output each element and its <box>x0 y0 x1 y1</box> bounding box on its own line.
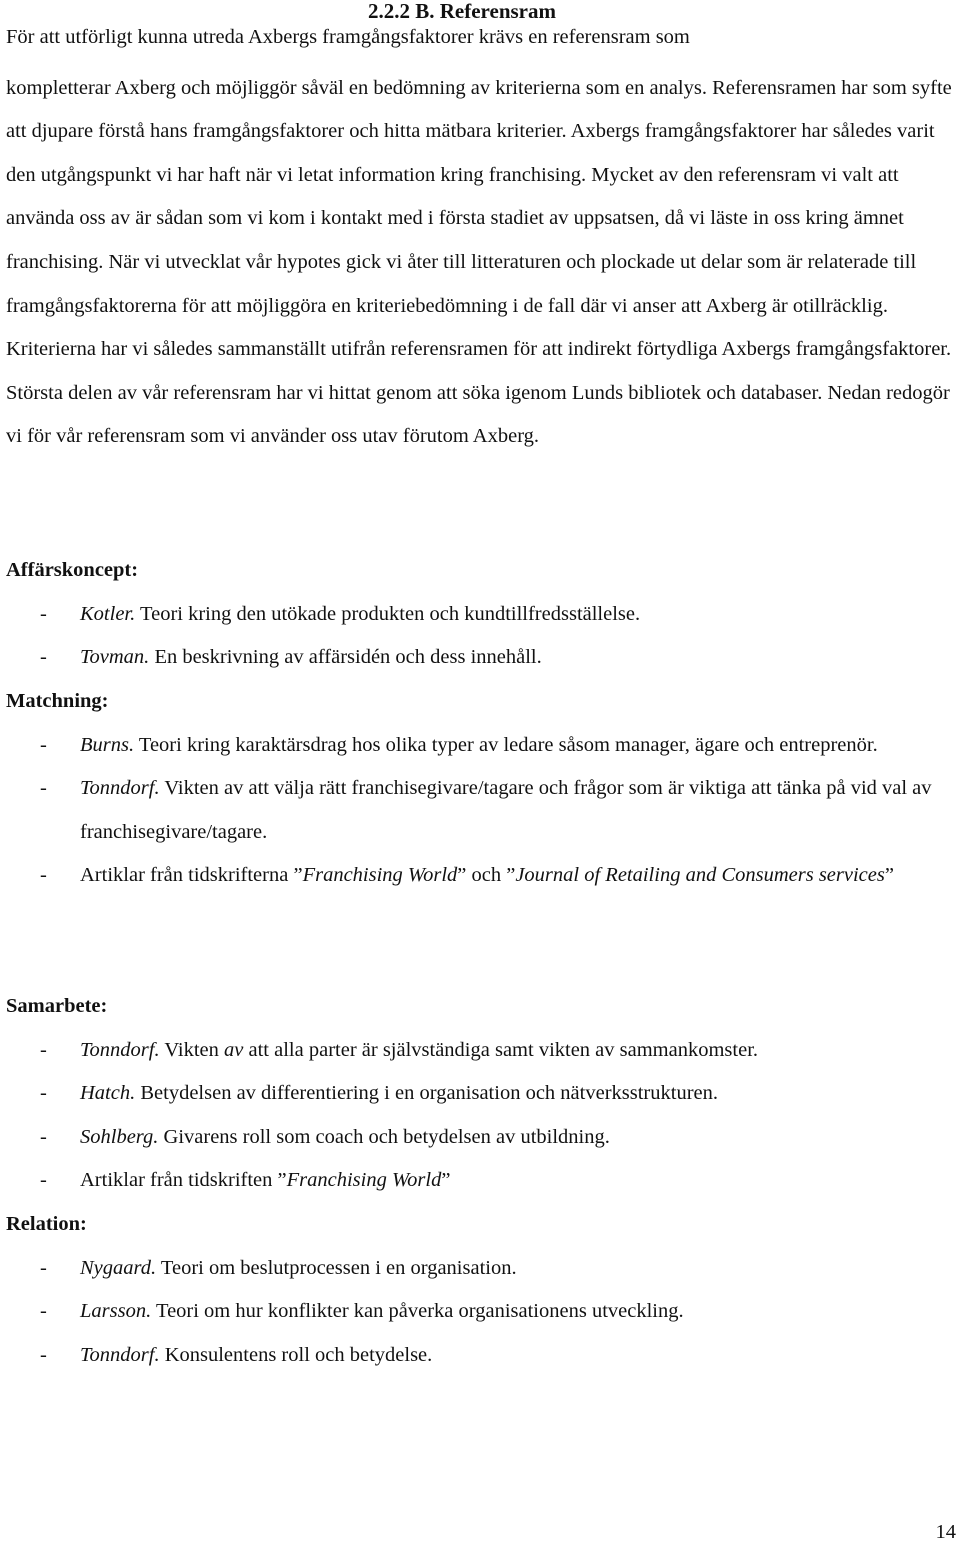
intro-rest: kompletterar Axberg och möjliggör såväl en bedömning av kriterierna som en analys. Referensramen har som syfte att djupare förstå hans framgångsfaktorer och hitta mätbara kriterier. Axbergs framgångsfaktorer har således varit den utgångspunkt vi har haft när vi letat information kring franchising. Mycket av den referensram vi valt att använda oss av är sådan som vi kom i kontakt med i första stadiet av uppsatsen, då vi läste in oss kring ämnet franchising. När vi utvecklat vår hypotes gick vi åter till litteraturen och plockade ut delar som är relaterade till framgångsfaktorerna för att möjliggöra en kriteriebedömning i de fall där vi anser att Axberg är otillräcklig. Kriterierna har vi således sammanställt utifrån referensramen för att indirekt förtydliga Axbergs framgångsfaktorer. Största delen av vår referensram har vi hittat genom att söka igenom Lunds bibliotek och databaser. Nedan redogör vi för vår referensram som vi använder oss utav förutom Axberg. <box>6 76 952 448</box>
list-dash: - <box>40 1256 47 1279</box>
list-dash: - <box>40 864 47 887</box>
list-dash: - <box>40 1125 47 1148</box>
category-heading: Relation: <box>6 1213 87 1235</box>
item-author: Tonndorf. <box>80 1343 160 1366</box>
journal-title: Franchising World <box>302 864 458 887</box>
list-item <box>6 1290 956 1334</box>
journal-title: Franchising World <box>286 1169 442 1192</box>
item-text: Artiklar från tidskrifterna ” <box>80 864 303 887</box>
item-text-italic: av <box>224 1038 244 1061</box>
list-dash: - <box>40 602 47 625</box>
list-item <box>6 1334 956 1378</box>
list-dash: - <box>40 646 47 669</box>
list-item <box>6 1159 956 1203</box>
journal-title: Journal of Retailing and Consumers services <box>515 864 885 887</box>
category-affarskoncept <box>6 549 956 680</box>
item-text: Vikten <box>159 1038 225 1061</box>
item-text: att alla parter är självständiga samt vikten av sammankomster. <box>243 1038 759 1061</box>
item-text: ” <box>441 1169 451 1192</box>
item-author: Tonndorf. <box>80 777 160 800</box>
item-text: Artiklar från tidskriften ” <box>80 1169 287 1192</box>
item-author: Hatch. <box>80 1082 136 1105</box>
category-heading: Matchning: <box>6 690 109 712</box>
item-text: En beskrivning av affärsidén och dess innehåll. <box>149 646 542 669</box>
item-author: Nygaard. <box>80 1256 157 1279</box>
intro-first-line: För att utförligt kunna utreda Axbergs framgångsfaktorer krävs en referensram som <box>6 26 690 48</box>
item-author: Tovman. <box>80 646 150 669</box>
list-item <box>6 593 956 637</box>
category-matchning <box>6 680 956 898</box>
item-text: ” och ” <box>457 864 516 887</box>
item-text: Givarens roll som coach och betydelsen av utbildning. <box>158 1125 610 1148</box>
category-heading: Affärskoncept: <box>6 559 139 581</box>
category-heading: Samarbete: <box>6 995 108 1017</box>
item-author: Burns. <box>80 733 135 756</box>
item-text: Teori kring den utökade produkten och kundtillfredsställelse. <box>135 602 641 625</box>
item-author: Kotler. <box>80 602 136 625</box>
list-dash: - <box>40 777 47 800</box>
list-dash: - <box>40 1343 47 1366</box>
list-item <box>6 1029 956 1073</box>
list-dash: - <box>40 1300 47 1323</box>
item-text: Konsulentens roll och betydelse. <box>159 1343 433 1366</box>
list-dash: - <box>40 1169 47 1192</box>
list-item <box>6 724 956 768</box>
page-number: 14 <box>935 1521 956 1543</box>
section-heading: 2.2.2 B. Referensram <box>368 0 556 23</box>
item-text: ” <box>884 864 894 887</box>
list-dash: - <box>40 1038 47 1061</box>
list-dash: - <box>40 733 47 756</box>
item-author: Larsson. <box>80 1300 152 1323</box>
item-text: Teori om hur konflikter kan påverka organisationens utveckling. <box>151 1300 684 1323</box>
category-samarbete <box>6 985 956 1203</box>
item-author: Tonndorf. <box>80 1038 160 1061</box>
list-item <box>6 767 956 854</box>
list-item <box>6 854 956 898</box>
category-relation <box>6 1203 956 1377</box>
item-text: Vikten av att välja rätt franchisegivare/tagare och frågor som är viktiga att tänka på vid val av franchisegivare/tagare. <box>80 777 932 843</box>
list-item <box>6 1072 956 1116</box>
item-text: Betydelsen av differentiering i en organisation och nätverksstrukturen. <box>135 1082 718 1105</box>
item-text: Teori om beslutprocessen i en organisation. <box>156 1256 517 1279</box>
list-item <box>6 1116 956 1160</box>
intro-paragraph <box>6 23 956 459</box>
list-item <box>6 636 956 680</box>
item-text: Teori kring karaktärsdrag hos olika typer av ledare såsom manager, ägare och entreprenör. <box>134 733 878 756</box>
list-dash: - <box>40 1082 47 1105</box>
list-item <box>6 1247 956 1291</box>
item-author: Sohlberg. <box>80 1125 159 1148</box>
